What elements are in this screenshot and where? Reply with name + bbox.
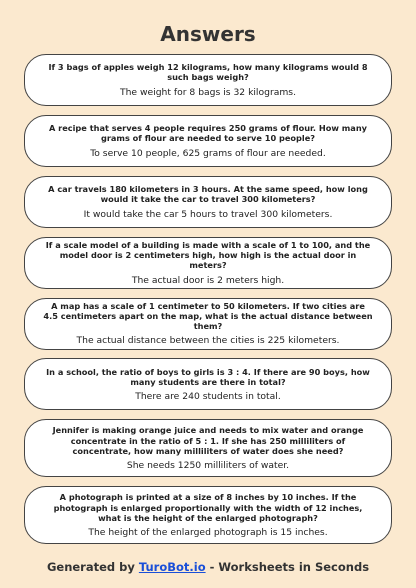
- answer-text: To serve 10 people, 625 grams of flour are needed.: [90, 147, 326, 159]
- question-text: In a school, the ratio of boys to girls is 3 : 4. If there are 90 boys, how many students are there in total?: [46, 366, 370, 387]
- turobot-link[interactable]: TuroBot.io: [138, 560, 206, 574]
- answer-text: The actual distance between the cities is 225 kilometers.: [76, 335, 340, 347]
- answer-text: The height of the enlarged photograph is 15 inches.: [88, 527, 328, 539]
- answer-card: [24, 358, 392, 410]
- question-text: Jennifer is making orange juice and needs to mix water and orange concentrate in the ratio of 5 : 1. If she has 250 milliliters of concentrate, how many milliliters of water does she need?: [52, 425, 364, 456]
- question-text: If a scale model of a building is made with a scale of 1 to 100, and the model door is 2 centimeters high, how high is the actual door in meters?: [45, 239, 371, 271]
- question-text: A recipe that serves 4 people requires 250 grams of flour. How many grams of flour are needed to serve 10 people?: [49, 123, 367, 144]
- page-title: Answers: [160, 22, 256, 46]
- question-text: A photograph is printed at a size of 8 inches by 10 inches. If the photograph is enlarged proportionally with the width of 12 inches, what is the height of the enlarged photograph?: [53, 492, 363, 523]
- page-footer: [0, 560, 416, 574]
- footer-suffix: - Worksheets in Seconds: [205, 560, 370, 574]
- answer-text: She needs 1250 milliliters of water.: [126, 460, 290, 472]
- answer-text: The actual door is 2 meters high.: [131, 274, 285, 286]
- answer-card: [24, 176, 392, 228]
- answer-card: [24, 115, 392, 167]
- answer-card: [24, 237, 392, 289]
- footer-prefix: Generated by: [46, 560, 139, 574]
- question-text: If 3 bags of apples weigh 12 kilograms, how many kilograms would 8 such bags weigh?: [48, 62, 368, 83]
- question-text: A map has a scale of 1 centimeter to 50 kilometers. If two cities are 4.5 centimeters apart on the map, what is the actual distance between them?: [43, 300, 373, 332]
- question-text: A car travels 180 kilometers in 3 hours. At the same speed, how long would it take the car to travel 300 kilometers?: [48, 184, 368, 205]
- answer-text: There are 240 students in total.: [135, 391, 281, 403]
- answer-list: [24, 54, 392, 553]
- answer-text: The weight for 8 bags is 32 kilograms.: [119, 86, 297, 98]
- answer-text: It would take the car 5 hours to travel 300 kilometers.: [83, 208, 333, 220]
- answer-card: [24, 54, 392, 106]
- answer-card: [24, 298, 392, 350]
- answer-card: [24, 419, 392, 477]
- answer-card: [24, 486, 392, 544]
